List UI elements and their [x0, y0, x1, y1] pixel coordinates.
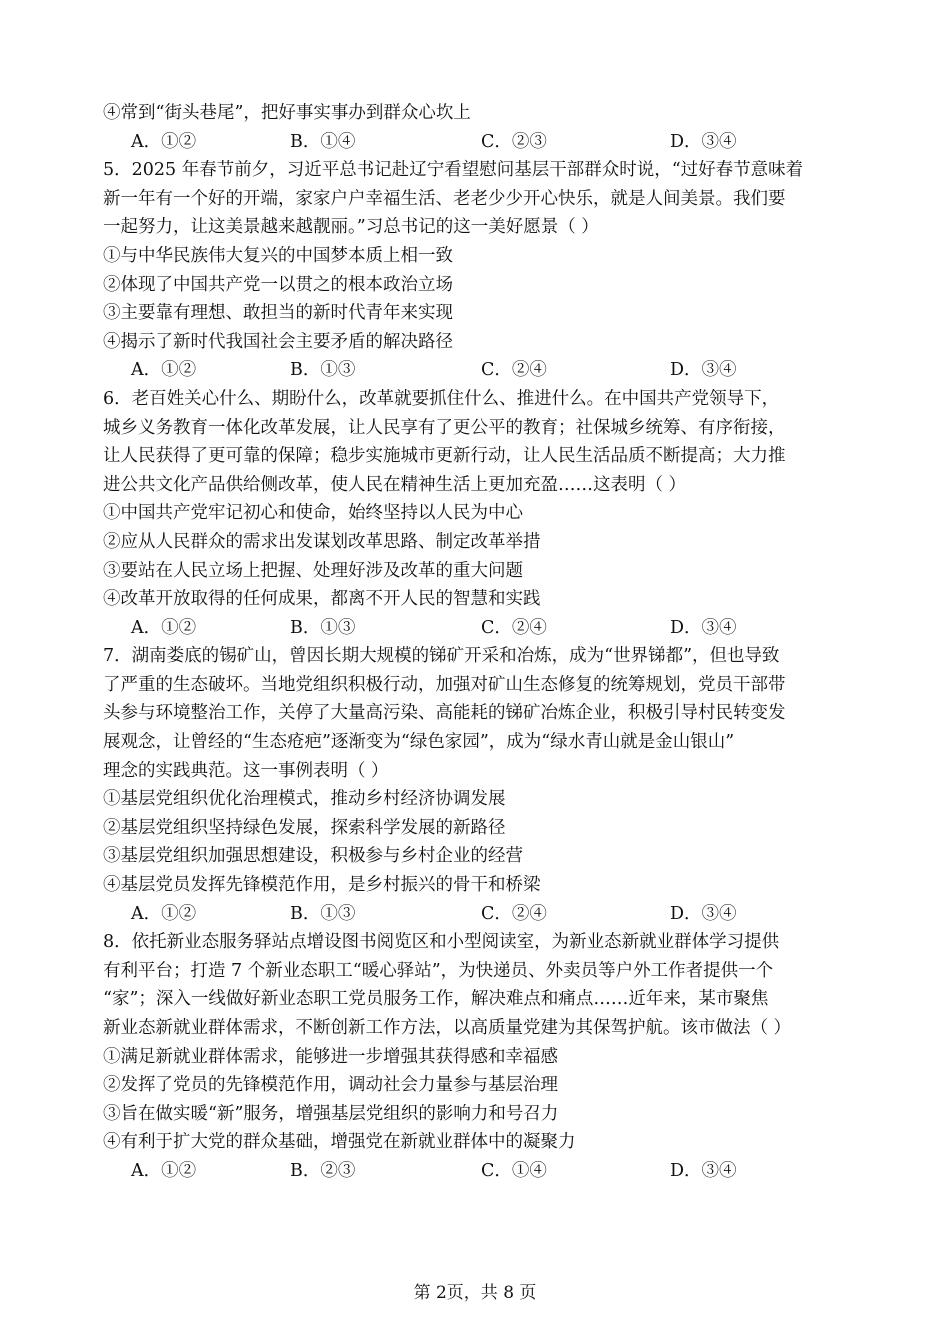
statement: ①与中华民族伟大复兴的中国梦本质上相一致 — [103, 245, 453, 266]
statement: ④基层党员发挥先锋模范作用，是乡村振兴的骨干和桥梁 — [103, 875, 541, 896]
statement: ②体现了中国共产党一以贯之的根本政治立场 — [103, 274, 453, 295]
exam-page — [103, 99, 853, 1186]
statement: ②基层党组织坚持绿色发展，探索科学发展的新路径 — [103, 817, 506, 838]
question-7 — [103, 642, 853, 928]
option-c: C．②④ — [481, 360, 547, 381]
statement: ④常到“街头巷尾”，把好事实事办到群众心坎上 — [103, 103, 471, 123]
statement: ③要站在人民立场上把握、处理好涉及改革的重大问题 — [103, 560, 523, 581]
option-c: C．②④ — [481, 617, 547, 638]
statement: ④有利于扩大党的群众基础，增强党在新就业群体中的凝聚力 — [103, 1132, 576, 1153]
statement: ③基层党组织加强思想建设，积极参与乡村企业的经营 — [103, 846, 523, 867]
question-5 — [103, 156, 853, 385]
statement: ③主要靠有理想、敢担当的新时代青年来实现 — [103, 303, 453, 324]
question-stem: 6．老百姓关心什么、期盼什么，改革就要抓住什么、推进什么。在中国共产党领导下， — [103, 388, 780, 409]
question-stem: 进公共文化产品供给侧改革，使人民在精神生活上更加充盈……这表明（ ） — [103, 474, 687, 495]
question-8 — [103, 928, 853, 1185]
option-c: C．①④ — [481, 1160, 547, 1181]
options-row — [103, 1157, 853, 1186]
statement: ①基层党组织优化治理模式，推动乡村经济协调发展 — [103, 789, 506, 810]
question-stem: 7．湖南娄底的锡矿山，曾因长期大规模的锑矿开采和冶炼，成为“世界锑都”，但也导致 — [103, 646, 780, 667]
options-row — [103, 356, 853, 385]
question-stem: 8．依托新业态服务驿站点增设图书阅览区和小型阅读室，为新业态新就业群体学习提供 — [103, 932, 780, 953]
statement: ①满足新就业群体需求，能够进一步增强其获得感和幸福感 — [103, 1046, 558, 1067]
question-stem: 有利平台；打造 7 个新业态职工“暖心驿站”，为快递员、外卖员等户外工作者提供一个 — [103, 960, 774, 981]
question-stem: 让人民获得了更可靠的保障；稳步实施城市更新行动，让人民生活品质不断提高；大力推 — [103, 446, 786, 467]
option-b: B．①③ — [290, 360, 356, 381]
question-stem: 新一年有一个好的开端，家家户户幸福生活、老老少少开心快乐，就是人间美景。我们要 — [103, 188, 786, 209]
option-c: C．②③ — [481, 131, 547, 152]
option-b: B．①③ — [290, 903, 356, 924]
question-stem: 理念的实践典范。这一事例表明（ ） — [103, 760, 389, 781]
option-d: D．③④ — [670, 131, 737, 152]
option-d: D．③④ — [670, 617, 737, 638]
statement: ①中国共产党牢记初心和使命，始终坚持以人民为中心 — [103, 503, 523, 524]
options-row — [103, 900, 853, 929]
option-a: A．①② — [131, 360, 197, 381]
option-d: D．③④ — [670, 360, 737, 381]
option-a: A．①② — [131, 1160, 197, 1181]
question-stem: 新业态新就业群体需求，不断创新工作方法，以高质量党建为其保驾护航。该市做法（ ） — [103, 1018, 792, 1038]
option-c: C．②④ — [481, 903, 547, 924]
option-b: B．①③ — [290, 617, 356, 638]
statement: ②发挥了党员的先锋模范作用，调动社会力量参与基层治理 — [103, 1075, 558, 1096]
question-stem: 了严重的生态破坏。当地党组织积极行动，加强对矿山生态修复的统筹规划，党员干部带 — [103, 674, 786, 695]
question-stem: 头参与环境整治工作，关停了大量高污染、高能耗的锑矿冶炼企业，积极引导村民转变发 — [103, 703, 786, 724]
question-6 — [103, 385, 853, 642]
options-row — [103, 614, 853, 643]
option-d: D．③④ — [670, 903, 737, 924]
statement: ②应从人民群众的需求出发谋划改革思路、制定改革举措 — [103, 531, 541, 552]
question-stem: 展观念，让曾经的“生态疮疤”逐渐变为“绿色家园”，成为“绿水青山就是金山银山” — [103, 732, 735, 753]
question-stem: “家”；深入一线做好新业态职工党员服务工作，解决难点和痛点……近年来，某市聚焦 — [103, 989, 769, 1010]
page-number-footer: 第 2页，共 8 页 — [413, 1283, 537, 1303]
question-stem: 一起努力，让这美景越来越靓丽。”习总书记的这一美好愿景（ ） — [103, 217, 599, 238]
question-4-tail — [103, 99, 853, 156]
statement: ④揭示了新时代我国社会主要矛盾的解决路径 — [103, 331, 453, 352]
statement: ③旨在做实暖“新”服务，增强基层党组织的影响力和号召力 — [103, 1103, 559, 1124]
option-b: B．①④ — [290, 131, 356, 152]
option-a: A．①② — [131, 617, 197, 638]
option-b: B．②③ — [290, 1160, 356, 1181]
option-d: D．③④ — [670, 1160, 737, 1181]
statement: ④改革开放取得的任何成果，都离不开人民的智慧和实践 — [103, 589, 541, 610]
options-row — [103, 128, 853, 157]
option-a: A．①② — [131, 903, 197, 924]
option-a: A．①② — [131, 131, 197, 152]
question-stem: 城乡义务教育一体化改革发展，让人民享有了更公平的教育；社保城乡统筹、有序衔接， — [103, 417, 786, 438]
question-stem: 5．2025 年春节前夕，习近平总书记赴辽宁看望慰问基层干部群众时说，“过好春节意味着 — [103, 160, 804, 181]
